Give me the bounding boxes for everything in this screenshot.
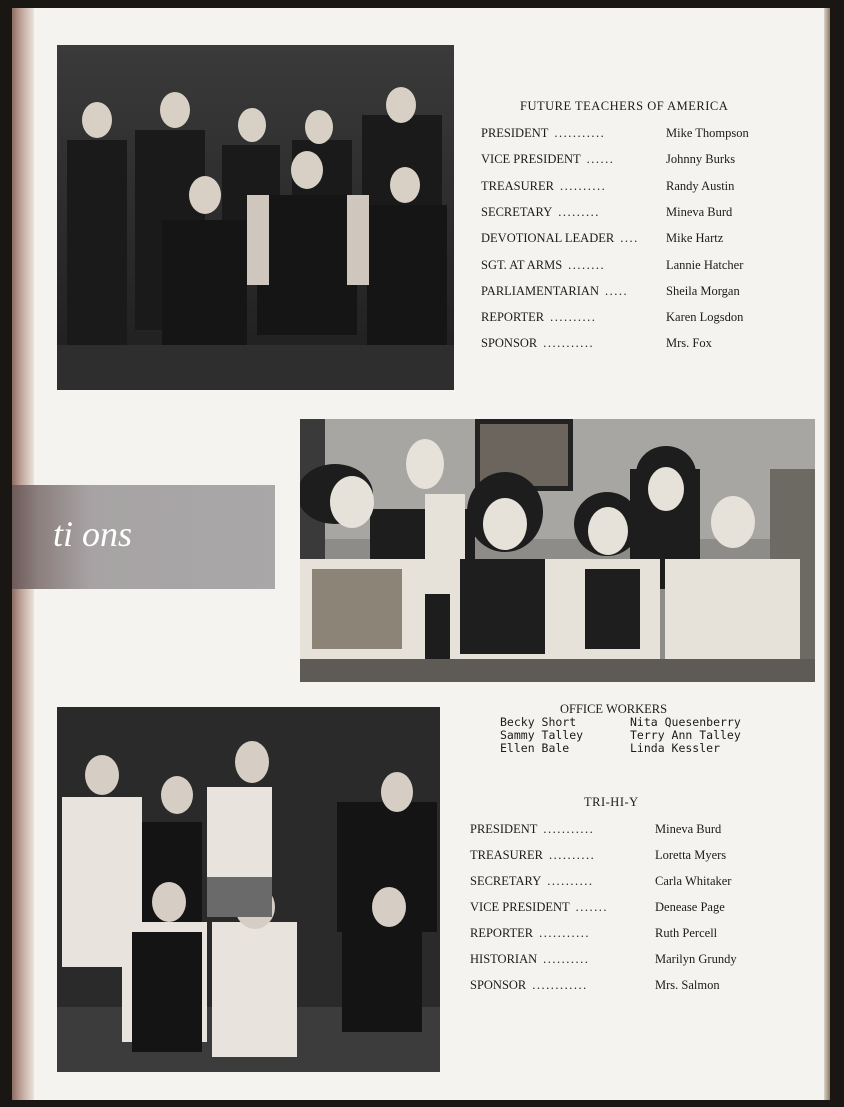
role-label: SECRETARY	[470, 874, 542, 888]
roster-row	[470, 978, 720, 993]
leader-dots: ......	[586, 152, 615, 167]
officer-name: Sheila Morgan	[666, 283, 740, 298]
leader-dots: .....	[605, 283, 629, 298]
office-worker-name: Terry Ann Talley	[630, 728, 741, 742]
leader-dots: ...........	[543, 822, 595, 836]
office-worker-name: Becky Short	[500, 715, 577, 729]
roster-row	[470, 900, 725, 915]
leader-dots: ..........	[547, 874, 594, 888]
role-label: VICE PRESIDENT	[470, 900, 570, 914]
role-label: SPONSOR	[481, 336, 538, 351]
section-banner	[12, 485, 275, 589]
officer-name: Mike Hartz	[666, 231, 724, 246]
officer-name: Randy Austin	[666, 178, 735, 193]
office-workers-title: OFFICE WORKERS	[560, 702, 668, 716]
leader-dots: ...........	[554, 126, 606, 140]
leader-dots: ..........	[559, 178, 607, 193]
officer-name: Carla Whitaker	[655, 874, 732, 888]
role-label: TREASURER	[481, 178, 554, 193]
role-label: VICE PRESIDENT	[481, 152, 581, 167]
leader-dots: ..........	[543, 952, 590, 966]
leader-dots: .......	[575, 900, 609, 914]
role-label: REPORTER	[481, 310, 545, 325]
officer-name: Marilyn Grundy	[655, 952, 737, 966]
leader-dots: ..........	[550, 310, 597, 325]
role-label: PRESIDENT	[470, 822, 538, 836]
office-worker-name: Nita Quesenberry	[630, 715, 741, 729]
officer-name: Mineva Burd	[655, 822, 722, 836]
leader-dots: .........	[558, 204, 600, 219]
roster-row	[481, 283, 740, 299]
role-label: SECRETARY	[481, 204, 553, 219]
officer-name: Mineva Burd	[666, 204, 733, 219]
role-label: SGT. AT ARMS	[481, 257, 563, 272]
roster-row	[481, 152, 736, 167]
roster-row	[470, 926, 718, 941]
office-workers-left-column	[500, 716, 583, 755]
role-label: HISTORIAN	[470, 952, 538, 966]
leader-dots: ..........	[548, 848, 596, 862]
officer-name: Ruth Percell	[655, 926, 718, 940]
roster-row	[481, 126, 749, 141]
roster-row	[481, 231, 724, 246]
roster-row	[470, 848, 727, 863]
roster-row	[481, 310, 744, 325]
leader-dots: ...........	[543, 336, 595, 351]
leader-dots: ....	[620, 231, 639, 246]
officer-name: Denease Page	[655, 900, 725, 914]
role-label: DEVOTIONAL LEADER	[481, 231, 615, 246]
tri-hi-y-title: TRI-HI-Y	[584, 795, 639, 809]
office-worker-name: Sammy Talley	[500, 728, 584, 742]
banner-text: ti ons	[52, 514, 132, 554]
leader-dots: ...........	[539, 926, 591, 940]
tri-hi-y-photo	[57, 707, 440, 1072]
officer-name: Mrs. Salmon	[655, 978, 720, 992]
officer-name: Loretta Myers	[655, 848, 727, 862]
roster-row	[481, 336, 712, 351]
roster-row	[470, 822, 722, 837]
future-teachers-photo	[57, 45, 454, 390]
roster-row	[481, 204, 733, 220]
role-label: REPORTER	[470, 926, 534, 940]
officer-name: Mike Thompson	[666, 126, 749, 140]
office-worker-name: Linda Kessler	[630, 741, 721, 755]
future-teachers-title: FUTURE TEACHERS OF AMERICA	[520, 99, 729, 113]
role-label: SPONSOR	[470, 978, 527, 992]
role-label: PARLIAMENTARIAN	[481, 283, 599, 298]
roster-row	[470, 952, 737, 967]
office-workers-right-column	[630, 716, 741, 755]
roster-row	[481, 178, 735, 194]
officer-name: Mrs. Fox	[666, 336, 712, 351]
office-workers-photo	[300, 419, 815, 682]
role-label: TREASURER	[470, 848, 543, 862]
leader-dots: ........	[568, 257, 606, 272]
office-worker-name: Ellen Bale	[500, 741, 570, 755]
officer-name: Johnny Burks	[666, 152, 736, 167]
leader-dots: ............	[532, 978, 588, 992]
roster-row	[470, 874, 732, 889]
officer-name: Lannie Hatcher	[666, 257, 744, 272]
page-edge	[824, 8, 830, 1100]
role-label: PRESIDENT	[481, 126, 549, 140]
officer-name: Karen Logsdon	[666, 310, 744, 325]
roster-row	[481, 257, 744, 273]
